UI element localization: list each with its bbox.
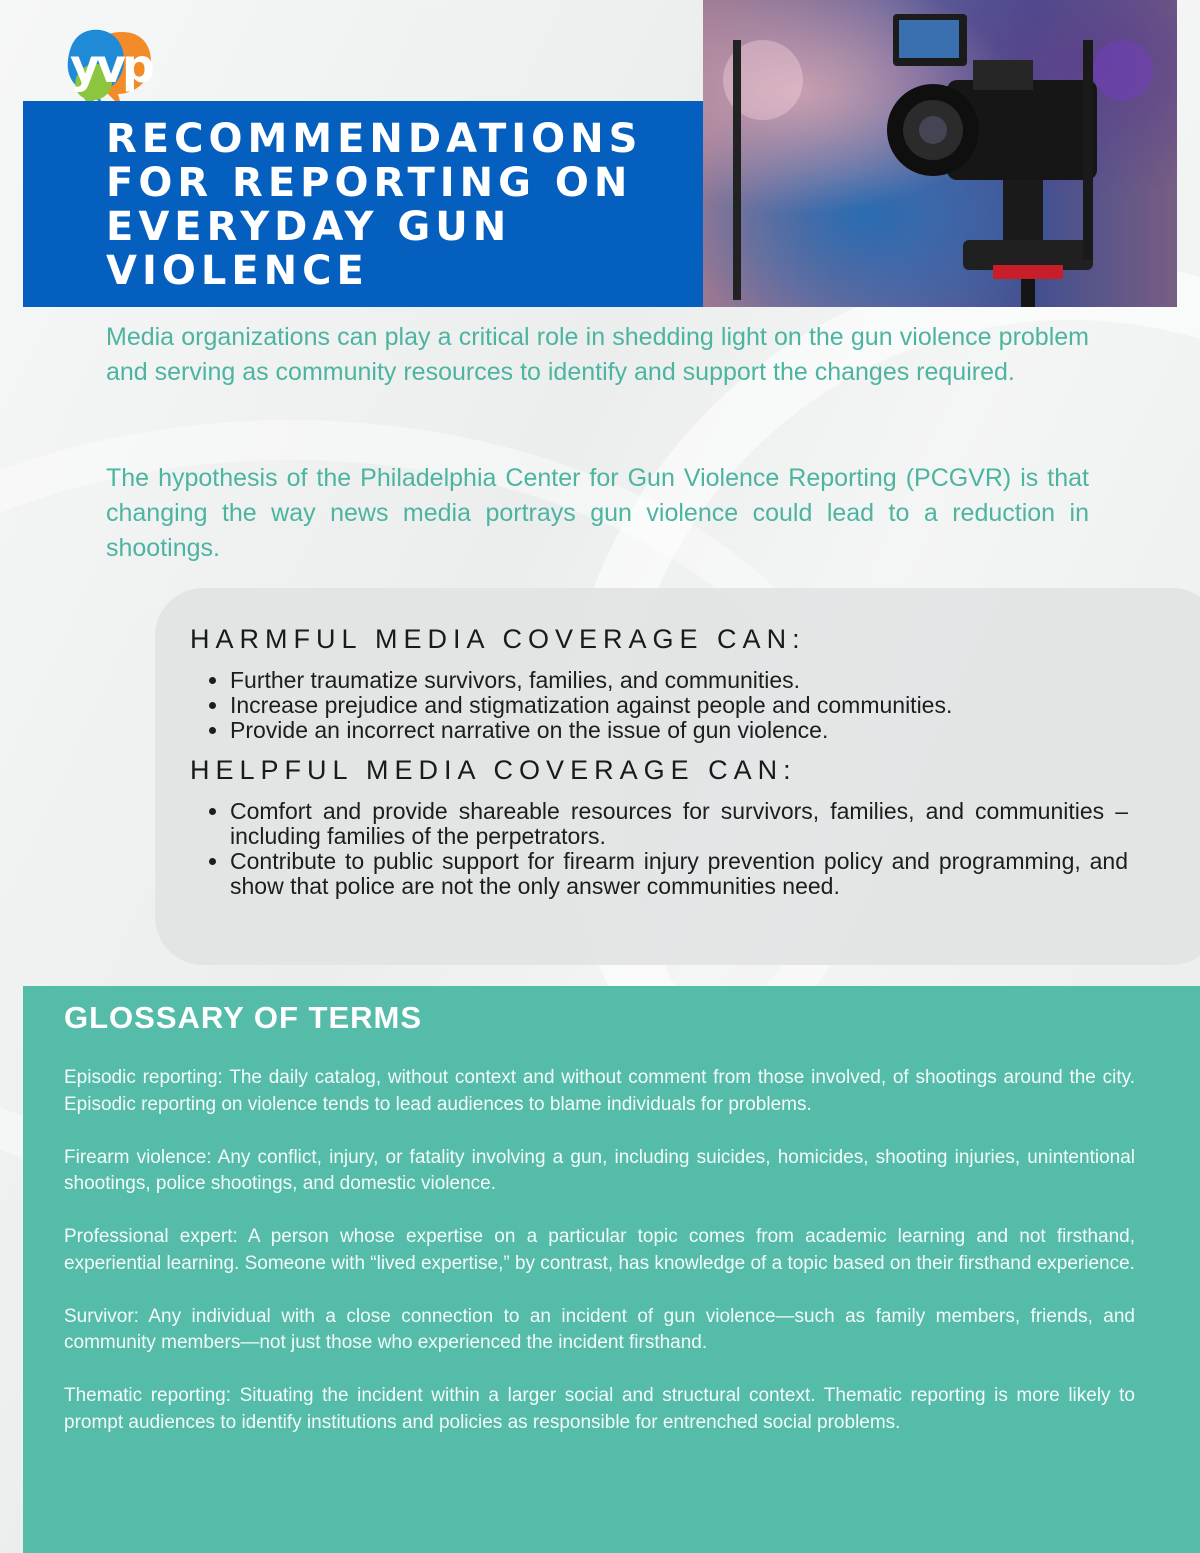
video-camera-icon xyxy=(703,0,1177,307)
intro-paragraph: Media organizations can play a critical role in shedding light on the gun violence problem and serving as community resources to identify and support the changes required. xyxy=(106,323,1089,386)
glossary-term: Professional expert: A person whose expertise on a particular topic comes from academic learning and not firsthand, experiential learning. Someone with “lived expertise,” by contrast, has knowledge of a topic based on their firsthand experience. xyxy=(64,1226,1135,1274)
glossary-term: Episodic reporting: The daily catalog, without context and without comment from those involved, of shootings around the city. Episodic reporting on violence tends to lead audiences to blame individuals for problems. xyxy=(64,1067,1135,1115)
glossary-term: Survivor: Any individual with a close connection to an incident of gun violence—such as family members, friends, and community members—not just those who experienced the incident firsthand. xyxy=(64,1305,1135,1353)
coverage-panel xyxy=(155,588,1200,965)
harmful-heading: HARMFUL MEDIA COVERAGE CAN: xyxy=(190,624,806,654)
glossary-heading: GLOSSARY OF TERMS xyxy=(64,1000,423,1035)
yvp-logo xyxy=(62,24,158,112)
list-item: • Increase prejudice and stigmatization against people and communities. xyxy=(230,693,1128,718)
glossary-term: Firearm violence: Any conflict, injury, or fatality involving a gun, including suicides, homicides, shooting injuries, unintentional shootings, police shootings, and domestic violence. xyxy=(64,1146,1135,1194)
glossary-terms xyxy=(64,1065,1135,1463)
glossary-section xyxy=(23,986,1200,1553)
hero-photo xyxy=(703,0,1177,307)
intro-paragraph: The hypothesis of the Philadelphia Center for Gun Violence Reporting (PCGVR) is that changing the way news media portrays gun violence could lead to a reduction in shootings. xyxy=(106,464,1089,562)
helpful-heading: HELPFUL MEDIA COVERAGE CAN: xyxy=(190,755,797,785)
list-item: • Comfort and provide shareable resources for survivors, families, and communities – including families of the perpetrators. xyxy=(230,799,1128,849)
harmful-list xyxy=(190,668,1128,743)
title-banner xyxy=(23,101,703,307)
list-item: • Contribute to public support for firearm injury prevention policy and programming, and show that police are not the only answer communities need. xyxy=(230,849,1128,899)
page-title: RECOMMENDATIONS FOR REPORTING ON EVERYDAY GUN VIOLENCE xyxy=(106,116,643,294)
list-item: • Further traumatize survivors, families, and communities. xyxy=(230,668,1128,693)
glossary-term: Thematic reporting: Situating the incident within a larger social and structural context. Thematic reporting is more likely to prompt audiences to identify institutions and policies as responsible for entrenched social problems. xyxy=(64,1385,1135,1433)
list-item: • Provide an incorrect narrative on the issue of gun violence. xyxy=(230,718,1128,743)
helpful-list xyxy=(190,799,1128,899)
logo-lettering: yvp xyxy=(70,39,151,93)
